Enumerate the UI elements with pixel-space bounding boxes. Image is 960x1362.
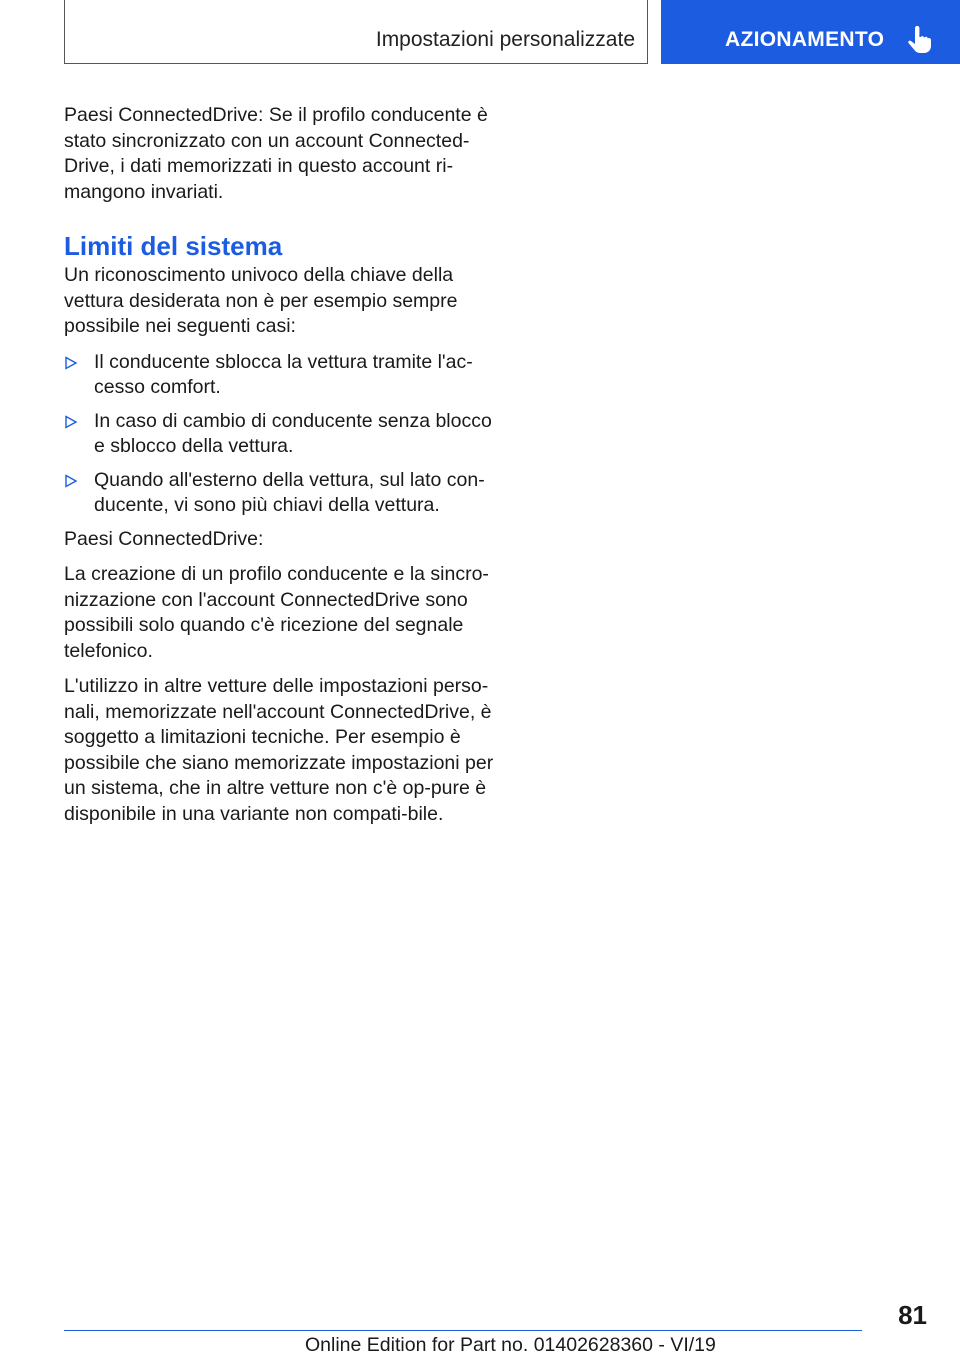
- list-item: [64, 409, 494, 460]
- triangle-bullet-icon: [64, 356, 78, 370]
- header-section-title: Impostazioni personalizzate: [375, 27, 635, 51]
- list-item-text: Il conducente sblocca la vettura tramite l'ac-cesso comfort.: [94, 350, 473, 398]
- list-item-text: In caso di cambio di conducente senza blocco e sblocco della vettura.: [94, 409, 492, 457]
- chapter-tab-label: AZIONAMENTO: [725, 28, 885, 51]
- header-section-box: [64, 0, 648, 64]
- connected-drive-label: Paesi ConnectedDrive:: [64, 527, 264, 550]
- triangle-bullet-icon: [64, 474, 78, 488]
- footer-edition-text: Online Edition for Part no. 01402628360 - VI/19: [305, 1334, 716, 1356]
- chapter-tab[interactable]: [661, 0, 960, 64]
- settings-limitations-paragraph: L'utilizzo in altre vetture delle impostazioni perso-nali, memorizzate nell'account ConnectedDrive, è soggetto a limitazioni tecniche. Per esempio è possibile che siano memorizzate impostazioni per un sistema, che in altre vetture non c'è op-pure è disponibile in una variante non compati-bile.: [64, 675, 494, 825]
- list-item: [64, 350, 494, 401]
- section-heading: Limiti del sistema: [64, 231, 283, 261]
- bullet-list: [64, 350, 494, 519]
- footer-divider: [64, 1330, 862, 1331]
- list-item: [64, 468, 494, 519]
- intro-paragraph: Paesi ConnectedDrive: Se il profilo conducente è stato sincronizzato con un account Connected-Drive, i dati memorizzati in questo account ri-mangono invariati.: [64, 104, 488, 203]
- section-intro-paragraph: Un riconoscimento univoco della chiave della vettura desiderata non è per esempio sempre possibile nei seguenti casi:: [64, 264, 458, 337]
- hand-pointer-icon: [906, 26, 932, 54]
- page-content: [64, 103, 494, 837]
- page-number: 81: [898, 1300, 927, 1330]
- triangle-bullet-icon: [64, 415, 78, 429]
- list-item-text: Quando all'esterno della vettura, sul lato con-ducente, vi sono più chiavi della vettura.: [94, 468, 485, 516]
- profile-sync-paragraph: La creazione di un profilo conducente e la sincro-nizzazione con l'account ConnectedDrive sono possibili solo quando c'è ricezione del segnale telefonico.: [64, 563, 489, 662]
